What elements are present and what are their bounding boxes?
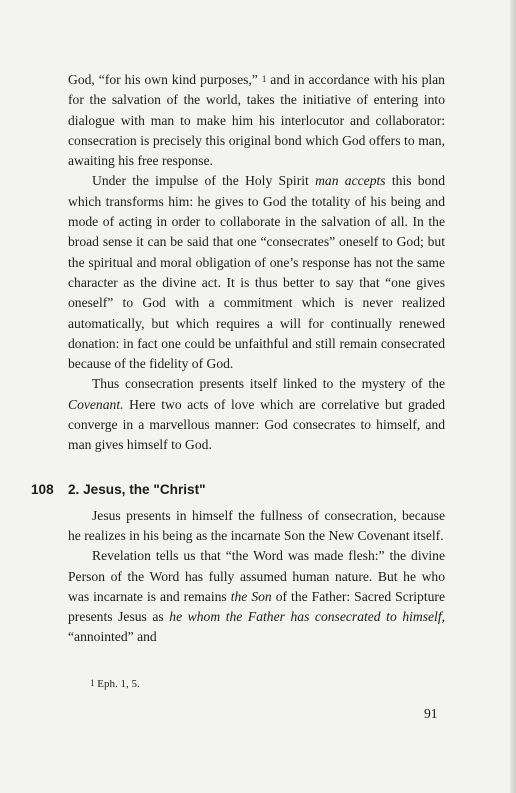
paragraph — [68, 374, 445, 455]
italic-text: the Son — [230, 588, 272, 604]
page-edge-shadow — [510, 0, 516, 793]
footnote-text: Eph. 1, 5. — [97, 678, 140, 690]
text-run: and in accordance with his plan for the salvation of the world, takes the initiative of entering into dialogue with man to make him his interlocutor and collaborator: consecration is precisely this original bond which God offers to man, awaiting his free response. — [68, 72, 445, 169]
paragraph — [68, 506, 445, 547]
italic-text: man accepts — [315, 173, 386, 189]
paragraph — [68, 546, 445, 647]
section-heading — [31, 480, 445, 500]
footnote — [90, 677, 140, 691]
italic-text: he whom the Father has consecrated to himself, — [169, 609, 445, 625]
footnote-ref: 1 — [261, 74, 267, 84]
text-run: God, “for his own kind purposes,” — [68, 72, 262, 87]
text-run: of the Father: Sacred Scripture presents Jesus as — [68, 588, 445, 625]
text-run: Under the impulse of the Holy Spirit — [92, 173, 316, 189]
text-run: “annointed” and — [68, 629, 157, 645]
section-title: 2. Jesus, the "Christ" — [68, 481, 206, 497]
text-run: Revelation tells us that “the Word was made flesh:” the divine Person of the Word has fully assumed human nature. But he who was incarnate is and remains — [68, 548, 445, 604]
page-body — [31, 70, 445, 648]
footnote-mark: 1 — [90, 678, 95, 688]
section-number: 108 — [31, 481, 54, 497]
body-text-top — [68, 70, 445, 456]
text-run: Here two acts of love which are correlative but graded converge in a marvellous manner: God consecrates to himself, and man gives himself to God. — [68, 396, 445, 453]
text-run: Jesus presents in himself the fullness of consecration, because he realizes in his being as the incarnate Son the New Covenant itself. — [68, 507, 445, 543]
body-text-bottom — [68, 506, 445, 648]
italic-text: Covenant. — [68, 396, 124, 412]
page-number: 91 — [424, 706, 438, 721]
text-run: this bond which transforms him: he gives to God the totality of his being and mode of acting in order to collaborate in the salvation of all. In the broad sense it can be said that one “consecrates” oneself to God; but the spiritual and moral obligation of one’s response has not the same character as the divine act. It is thus better to say that “one gives oneself” to God with a commitment which is never realized automatically, but which requires a will for continually renewed donation: in fact one could be unfaithful and still remain consecrated because of the fidelity of God. — [68, 173, 445, 372]
text-run: Thus consecration presents itself linked to the mystery of the — [92, 376, 445, 392]
paragraph — [68, 171, 445, 374]
paragraph — [68, 70, 445, 171]
